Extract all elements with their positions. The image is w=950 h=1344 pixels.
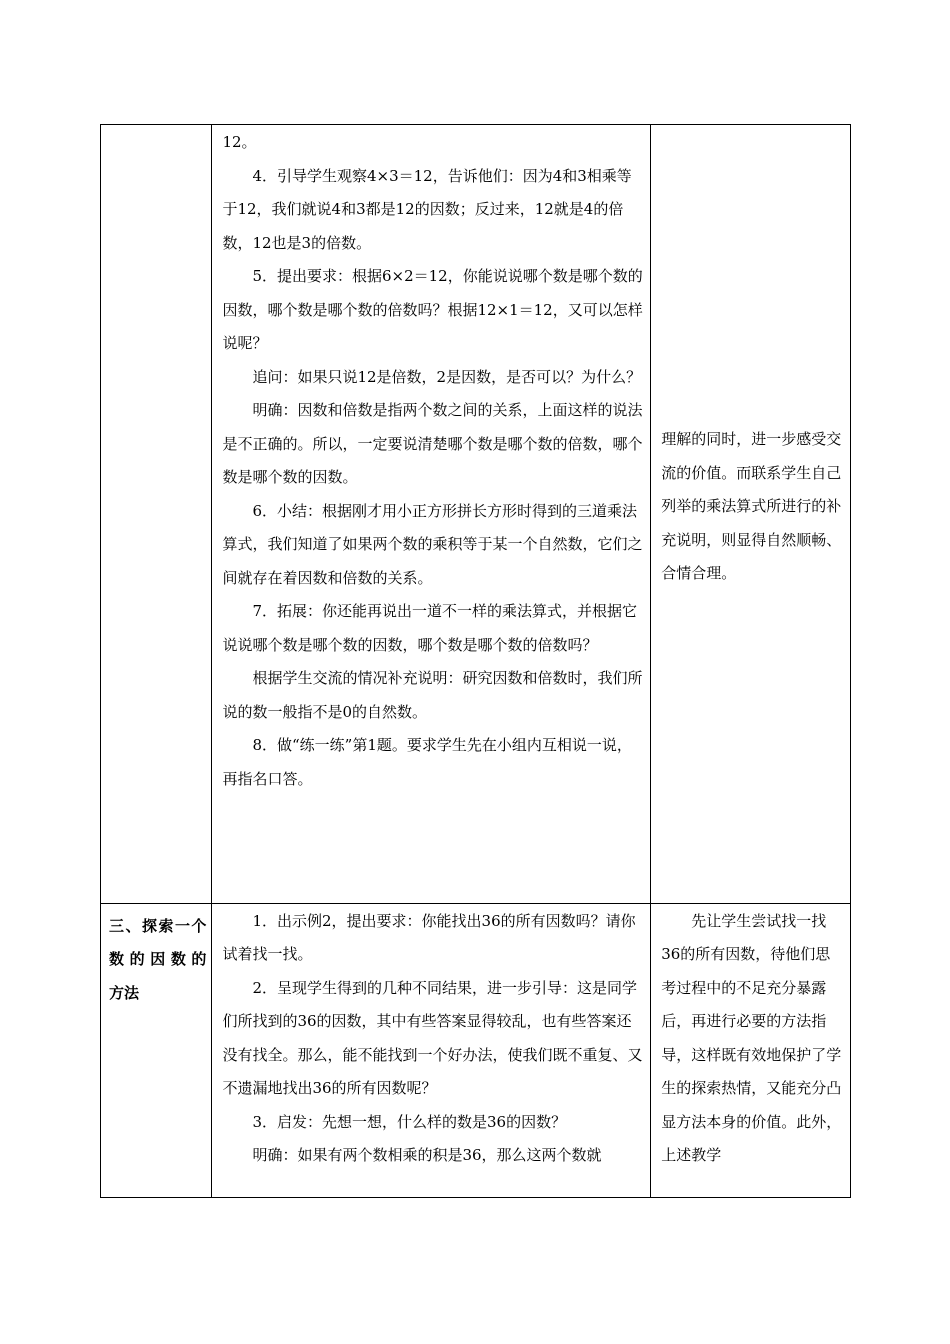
stage-cell xyxy=(101,903,212,1197)
process-paragraph: 3．启发：先想一想，什么样的数是36的因数？ xyxy=(252,1112,567,1131)
process-paragraph: 1．出示例2，提出要求：你能找出36的所有因数吗？请你试着找一找。 xyxy=(222,911,636,964)
process-cell xyxy=(212,125,651,904)
process-paragraph: 5．提出要求：根据6×2＝12，你能说说哪个数是哪个数的因数，哪个数是哪个数的倍数吗？根据12×1＝12，又可以怎样说呢？ xyxy=(222,267,643,352)
process-paragraph: 2．呈现学生得到的几种不同结果，进一步引导：这是同学们所找到的36的因数，其中有些答案显得较乱，也有些答案还没有找全。那么，能不能找到一个好办法，使我们既不重复、又不遗漏地找出36的所有因数呢？ xyxy=(222,978,643,1098)
process-paragraph: 8．做“练一练”第1题。要求学生先在小组内互相说一说，再指名口答。 xyxy=(222,736,632,788)
process-paragraph: 6．小结：根据刚才用小正方形拼长方形时得到的三道乘法算式，我们知道了如果两个数的乘积等于某一个自然数，它们之间就存在着因数和倍数的关系。 xyxy=(222,501,643,587)
table-row xyxy=(101,903,851,1197)
process-paragraph: 12。 xyxy=(222,133,257,151)
intent-cell xyxy=(651,903,851,1197)
stage-cell xyxy=(101,125,212,904)
process-paragraph: 根据学生交流的情况补充说明：研究因数和倍数时，我们所说的数一般指不是0的自然数。 xyxy=(222,669,643,721)
lesson-plan-table xyxy=(100,124,851,1198)
stage-title-line: 三、探索一个 xyxy=(109,916,207,935)
process-paragraph: 明确：如果有两个数相乘的积是36，那么这两个数就 xyxy=(252,1146,602,1165)
stage-title xyxy=(101,904,211,1011)
intent-cell xyxy=(651,125,851,904)
stage-title xyxy=(101,125,211,131)
process-cell xyxy=(212,903,651,1197)
intent-paragraph: 理解的同时，进一步感受交流的价值。而联系学生自己列举的乘法算式所进行的补充说明，则显得自然顺畅、合情合理。 xyxy=(661,430,842,582)
stage-title-line: 数的因数的 xyxy=(109,950,207,969)
process-paragraph: 追问：如果只说12是倍数，2是因数，是否可以？为什么？ xyxy=(252,367,642,386)
process-paragraph: 明确：因数和倍数是指两个数之间的关系，上面这样的说法是不正确的。所以，一定要说清楚哪个数是哪个数的倍数，哪个数是哪个数的因数。 xyxy=(222,401,643,486)
stage-title-line: 方法 xyxy=(109,983,140,1002)
table-row xyxy=(101,125,851,904)
intent-paragraph: 先让学生尝试找一找36的所有因数，待他们思考过程中的不足充分暴露后，再进行必要的方法指导，这样既有效地保护了学生的探索热情，又能充分凸显方法本身的价值。此外，上述教学 xyxy=(661,911,842,1165)
process-paragraph: 7．拓展：你还能再说出一道不一样的乘法算式，并根据它说说哪个数是哪个数的因数，哪个数是哪个数的倍数吗？ xyxy=(222,602,637,654)
process-paragraph: 4．引导学生观察4×3＝12，告诉他们：因为4和3相乘等于12，我们就说4和3都是12的因数；反过来，12就是4的倍数，12也是3的倍数。 xyxy=(222,166,632,252)
